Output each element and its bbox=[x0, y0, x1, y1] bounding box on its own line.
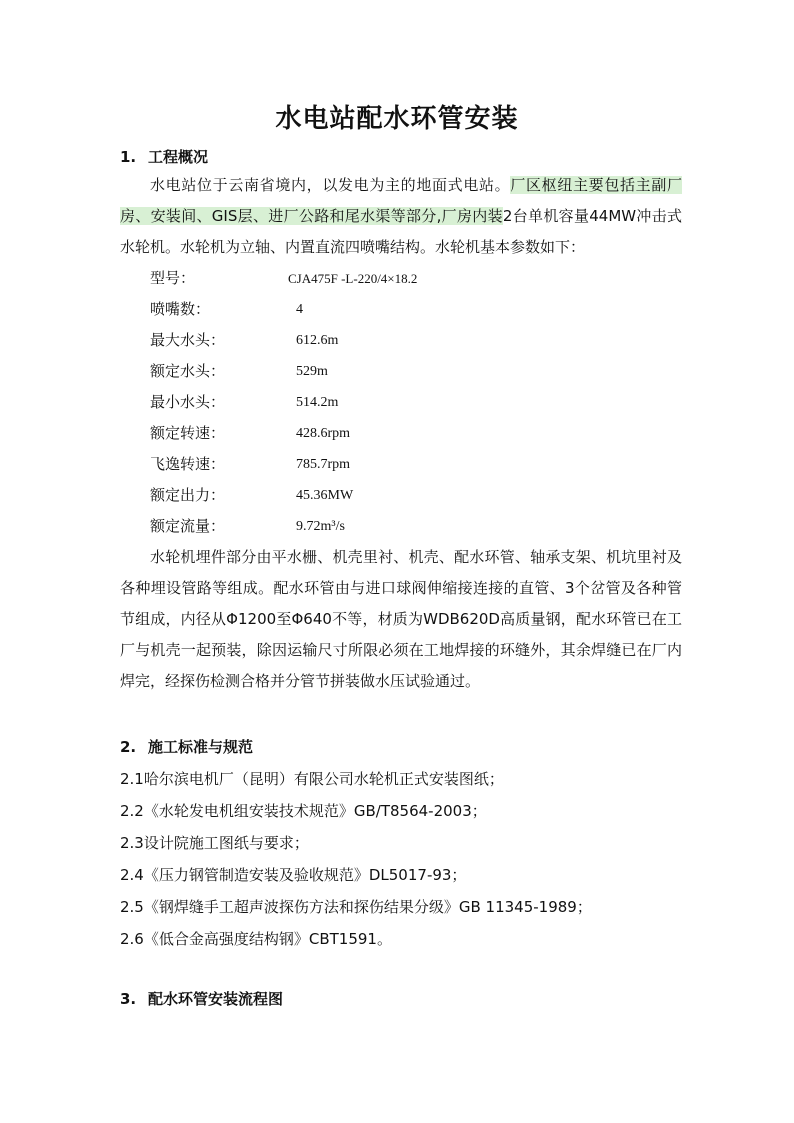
spec-value: 612.6m bbox=[296, 333, 339, 348]
spec-value: 428.6rpm bbox=[296, 426, 351, 441]
spec-value: 9.72m³/s bbox=[296, 519, 345, 534]
spec-label: 额定水头： bbox=[150, 362, 226, 380]
spec-label: 最大水头： bbox=[150, 331, 226, 349]
reference-item: 2.6《低合金高强度结构钢》CBT1591。 bbox=[120, 930, 392, 948]
reference-item: 2.1哈尔滨电机厂（昆明）有限公司水轮机正式安装图纸； bbox=[120, 770, 504, 788]
spec-label: 型号： bbox=[150, 269, 196, 287]
reference-item: 2.2《水轮发电机组安装技术规范》GB/T8564-2003； bbox=[120, 802, 487, 820]
section-2-number: 2. bbox=[120, 738, 137, 756]
intro-text-1: 水电站位于云南省境内，以发电为主的地面式电站。 bbox=[150, 176, 511, 194]
section-3-title: 配水环管安装流程图 bbox=[148, 990, 284, 1008]
spec-label: 额定流量： bbox=[150, 517, 226, 535]
intro-text-2: 2台单机容量44MW冲击式水轮机。水轮机为立轴、内置直流四喷嘴结构。水轮机基本参数如下： bbox=[120, 207, 683, 256]
section-1-heading bbox=[120, 146, 208, 167]
spec-label: 额定出力： bbox=[150, 486, 226, 504]
section-3-heading bbox=[120, 988, 283, 1009]
section-2-title: 施工标准与规范 bbox=[148, 738, 254, 756]
spec-value: 4 bbox=[296, 302, 303, 317]
spec-value: CJA475F -L-220/4×18.2 bbox=[288, 271, 418, 286]
spec-label: 喷嘴数： bbox=[150, 300, 211, 318]
spec-value: 529m bbox=[296, 364, 328, 379]
section-1-number: 1. bbox=[120, 148, 137, 166]
section-1-body: 水轮机埋件部分由平水栅、机壳里衬、机壳、配水环管、轴承支架、机坑里衬及各种埋设管路等组成。配水环管由与进口球阀伸缩接连接的直管、3个岔管及各种管节组成，内径从Φ1200至Φ640不等，材质为WDB620D高质量钢，配水环管已在工厂与机壳一起预装，除因运输尺寸所限必须在工地焊接的环缝外，其余焊缝已在厂内焊完，经探伤检测合格并分管节拼装做水压试验通过。 bbox=[120, 548, 682, 690]
section-1-title: 工程概况 bbox=[148, 148, 209, 166]
spec-label: 最小水头： bbox=[150, 393, 226, 411]
spec-label: 飞逸转速： bbox=[150, 455, 226, 473]
spec-value: 514.2m bbox=[296, 395, 339, 410]
section-1-intro bbox=[120, 170, 682, 263]
reference-item: 2.5《钢焊缝手工超声波探伤方法和探伤结果分级》GB 11345-1989； bbox=[120, 898, 592, 916]
reference-item: 2.3设计院施工图纸与要求； bbox=[120, 834, 309, 852]
document-title: 水电站配水环管安装 bbox=[275, 104, 519, 134]
spec-value: 785.7rpm bbox=[296, 457, 351, 472]
reference-item: 2.4《压力钢管制造安装及验收规范》DL5017-93； bbox=[120, 866, 467, 884]
spec-value: 45.36MW bbox=[296, 488, 354, 503]
spec-label: 额定转速： bbox=[150, 424, 226, 442]
intro-text-highlight: 厂区枢纽主要包括主副厂房、安装间、GIS层、进厂公路和尾水渠等部分,厂房内装 bbox=[120, 176, 682, 225]
section-3-number: 3. bbox=[120, 990, 137, 1008]
section-2-heading bbox=[120, 736, 253, 757]
